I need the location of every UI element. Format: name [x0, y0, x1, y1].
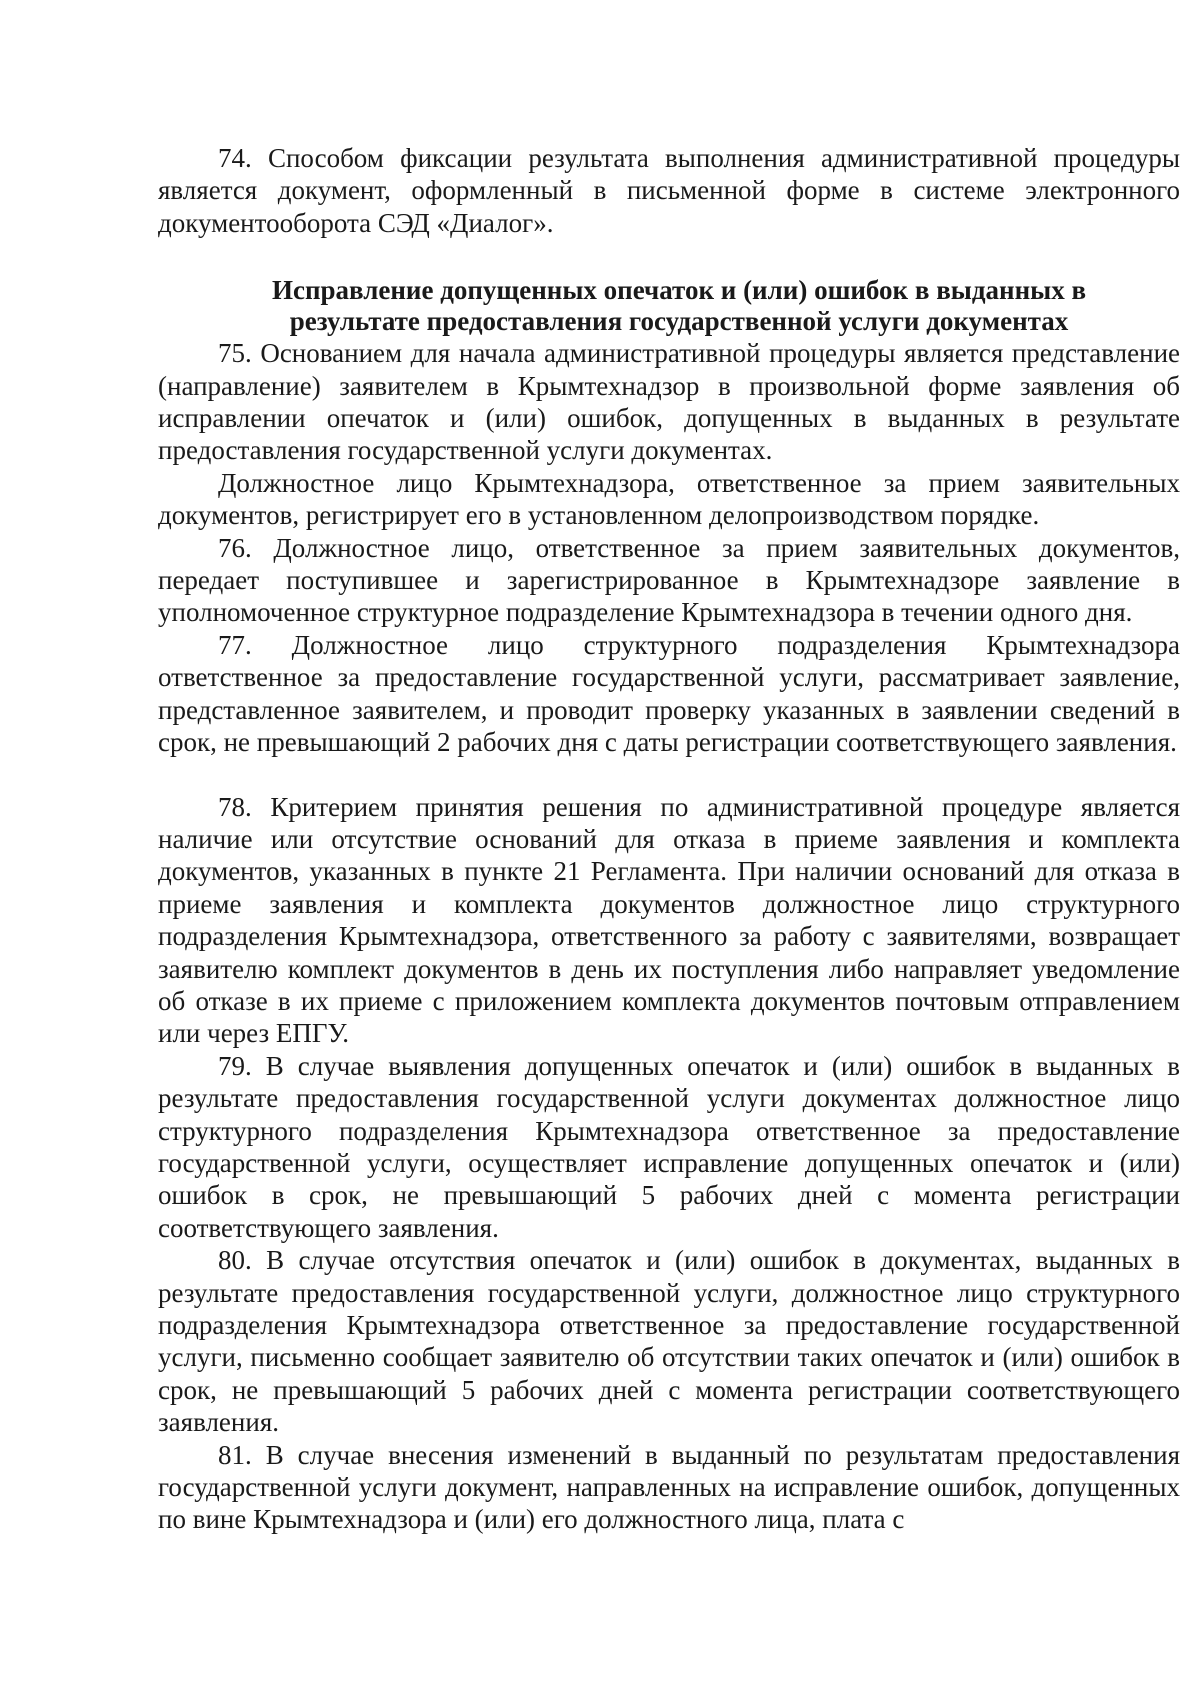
paragraph-76: 76. Должностное лицо, ответственное за прием заявительных документов, передает поступившее и зарегистрированное в Крымтехнадзоре заявление в уполномоченное структурное подразделение Крымтехнадзора в течении одного дня. [158, 532, 1180, 628]
document-page [158, 142, 1180, 1536]
paragraph-75: 75. Основанием для начала административной процедуры является представление (направление) заявителем в Крымтехнадзор в произвольной форме заявления об исправлении опечаток и (или) ошибок, допущенных в выданных в результате предоставления государственной услуги документах. [158, 338, 1180, 466]
paragraph-77: 77. Должностное лицо структурного подразделения Крымтехнадзора ответственное за предоставление государственной услуги, рассматривает заявление, представленное заявителем, и проводит проверку указанных в заявлении сведений в срок, не превышающий 2 рабочих дня с даты регистрации соответствующего заявления. [158, 629, 1180, 758]
paragraph-75-continued: Должностное лицо Крымтехнадзора, ответственное за прием заявительных документов, регистрирует его в установленном делопроизводством порядке. [158, 467, 1180, 531]
paragraph-74: 74. Способом фиксации результата выполнения административной процедуры является документ, оформленный в письменной форме в системе электронного документооборота СЭД «Диалог». [158, 143, 1180, 238]
section-heading: Исправление допущенных опечаток и (или) ошибок в выданных в результате предоставления государственной услуги документах [271, 275, 1087, 337]
paragraph-78: 78. Критерием принятия решения по административной процедуре является наличие или отсутствие оснований для отказа в приеме заявления и комплекта документов, указанных в пункте 21 Регламента. При наличии оснований для отказа в приеме заявления и комплекта документов должностное лицо структурного подразделения Крымтехнадзора, ответственного за работу с заявителями, возвращает заявителю комплект документов в день их поступления либо направляет уведомление об отказе в их приеме с приложением комплекта документов почтовым отправлением или через ЕПГУ. [158, 791, 1180, 1049]
paragraph-81: 81. В случае внесения изменений в выданный по результатам предоставления государственной услуги документ, направленных на исправление ошибок, допущенных по вине Крымтехнадзора и (или) его должностного лица, плата с [158, 1439, 1180, 1535]
paragraph-80: 80. В случае отсутствия опечаток и (или) ошибок в документах, выданных в результате предоставления государственной услуги, должностное лицо структурного подразделения Крымтехнадзора ответственное за предоставление государственной услуги, письменно сообщает заявителю об отсутствии таких опечаток и (или) ошибок в срок, не превышающий 5 рабочих дней с момента регистрации соответствующего заявления. [158, 1245, 1180, 1438]
paragraph-79: 79. В случае выявления допущенных опечаток и (или) ошибок в выданных в результате предоставления государственной услуги документах должностное лицо структурного подразделения Крымтехнадзора ответственное за предоставление государственной услуги, осуществляет исправление допущенных опечаток и (или) ошибок в срок, не превышающий 5 рабочих дней с момента регистрации соответствующего заявления. [158, 1050, 1180, 1243]
